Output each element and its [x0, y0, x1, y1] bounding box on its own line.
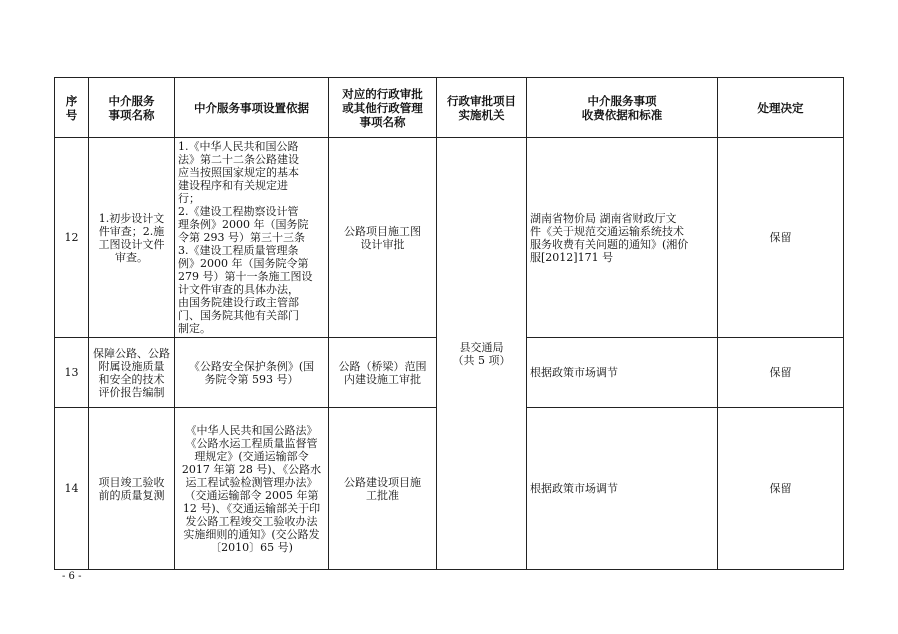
- row-decision: 保留: [718, 408, 844, 570]
- header-service-name: 中介服务 事项名称: [89, 78, 175, 138]
- row-decision: 保留: [718, 138, 844, 338]
- row-basis: 《公路安全保护条例》(国 务院令第 593 号）: [175, 338, 329, 408]
- row-seq: 12: [55, 138, 89, 338]
- header-fee-basis: 中介服务事项 收费依据和标准: [527, 78, 718, 138]
- header-basis: 中介服务事项设置依据: [175, 78, 329, 138]
- row-fee-basis: 湖南省物价局 湖南省财政厅文 件《关于规范交通运输系统技术 服务收费有关问题的通知》(湘价 服[2012]171 号: [527, 138, 718, 338]
- row-fee-basis: 根据政策市场调节: [527, 408, 718, 570]
- header-approval-item: 对应的行政审批 或其他行政管理 事项名称: [329, 78, 437, 138]
- intermediary-services-table: [54, 77, 844, 570]
- row-approval-item: 公路（桥梁）范围 内建设施工审批: [329, 338, 437, 408]
- table-row: [55, 138, 844, 338]
- row-basis: 1.《中华人民共和国公路 法》第二十二条公路建设 应当按照国家规定的基本 建设程序和有关规定进 行； 2.《建设工程勘察设计管 理条例》2000 年（国务院 令第 293 号）第三十三条 3.《建设工程质量管理条 例》2000 年（国务院令第 279 号）第十一条施工图设 计文件审查的具体办法， 由国务院建设行政主管部 门、国务院其他有关部门 制定。: [175, 138, 329, 338]
- page-number: - 6 -: [62, 571, 82, 582]
- row-fee-basis: 根据政策市场调节: [527, 338, 718, 408]
- row-approval-item: 公路建设项目施 工批准: [329, 408, 437, 570]
- header-seq: 序 号: [55, 78, 89, 138]
- header-agency: 行政审批项目 实施机关: [437, 78, 527, 138]
- agency-merged-cell: 县交通局 （共 5 项）: [437, 138, 527, 570]
- row-seq: 13: [55, 338, 89, 408]
- row-service-name: 1.初步设计文 件审查；2.施 工图设计文件 审查。: [89, 138, 175, 338]
- row-service-name: 保障公路、公路 附属设施质量 和安全的技术 评价报告编制: [89, 338, 175, 408]
- row-approval-item: 公路项目施工图 设计审批: [329, 138, 437, 338]
- header-decision: 处理决定: [718, 78, 844, 138]
- row-seq: 14: [55, 408, 89, 570]
- table-header-row: [55, 78, 844, 138]
- row-decision: 保留: [718, 338, 844, 408]
- row-basis: 《中华人民共和国公路法》 《公路水运工程质量监督管 理规定》(交通运输部令 2017 年第 28 号)、《公路水 运工程试验检测管理办法》 （交通运输部令 2005 年第 12 号)、《交通运输部关于印 发公路工程竣交工验收办法 实施细则的通知》(交公路发 〔2010〕65 号): [175, 408, 329, 570]
- row-service-name: 项目竣工验收 前的质量复测: [89, 408, 175, 570]
